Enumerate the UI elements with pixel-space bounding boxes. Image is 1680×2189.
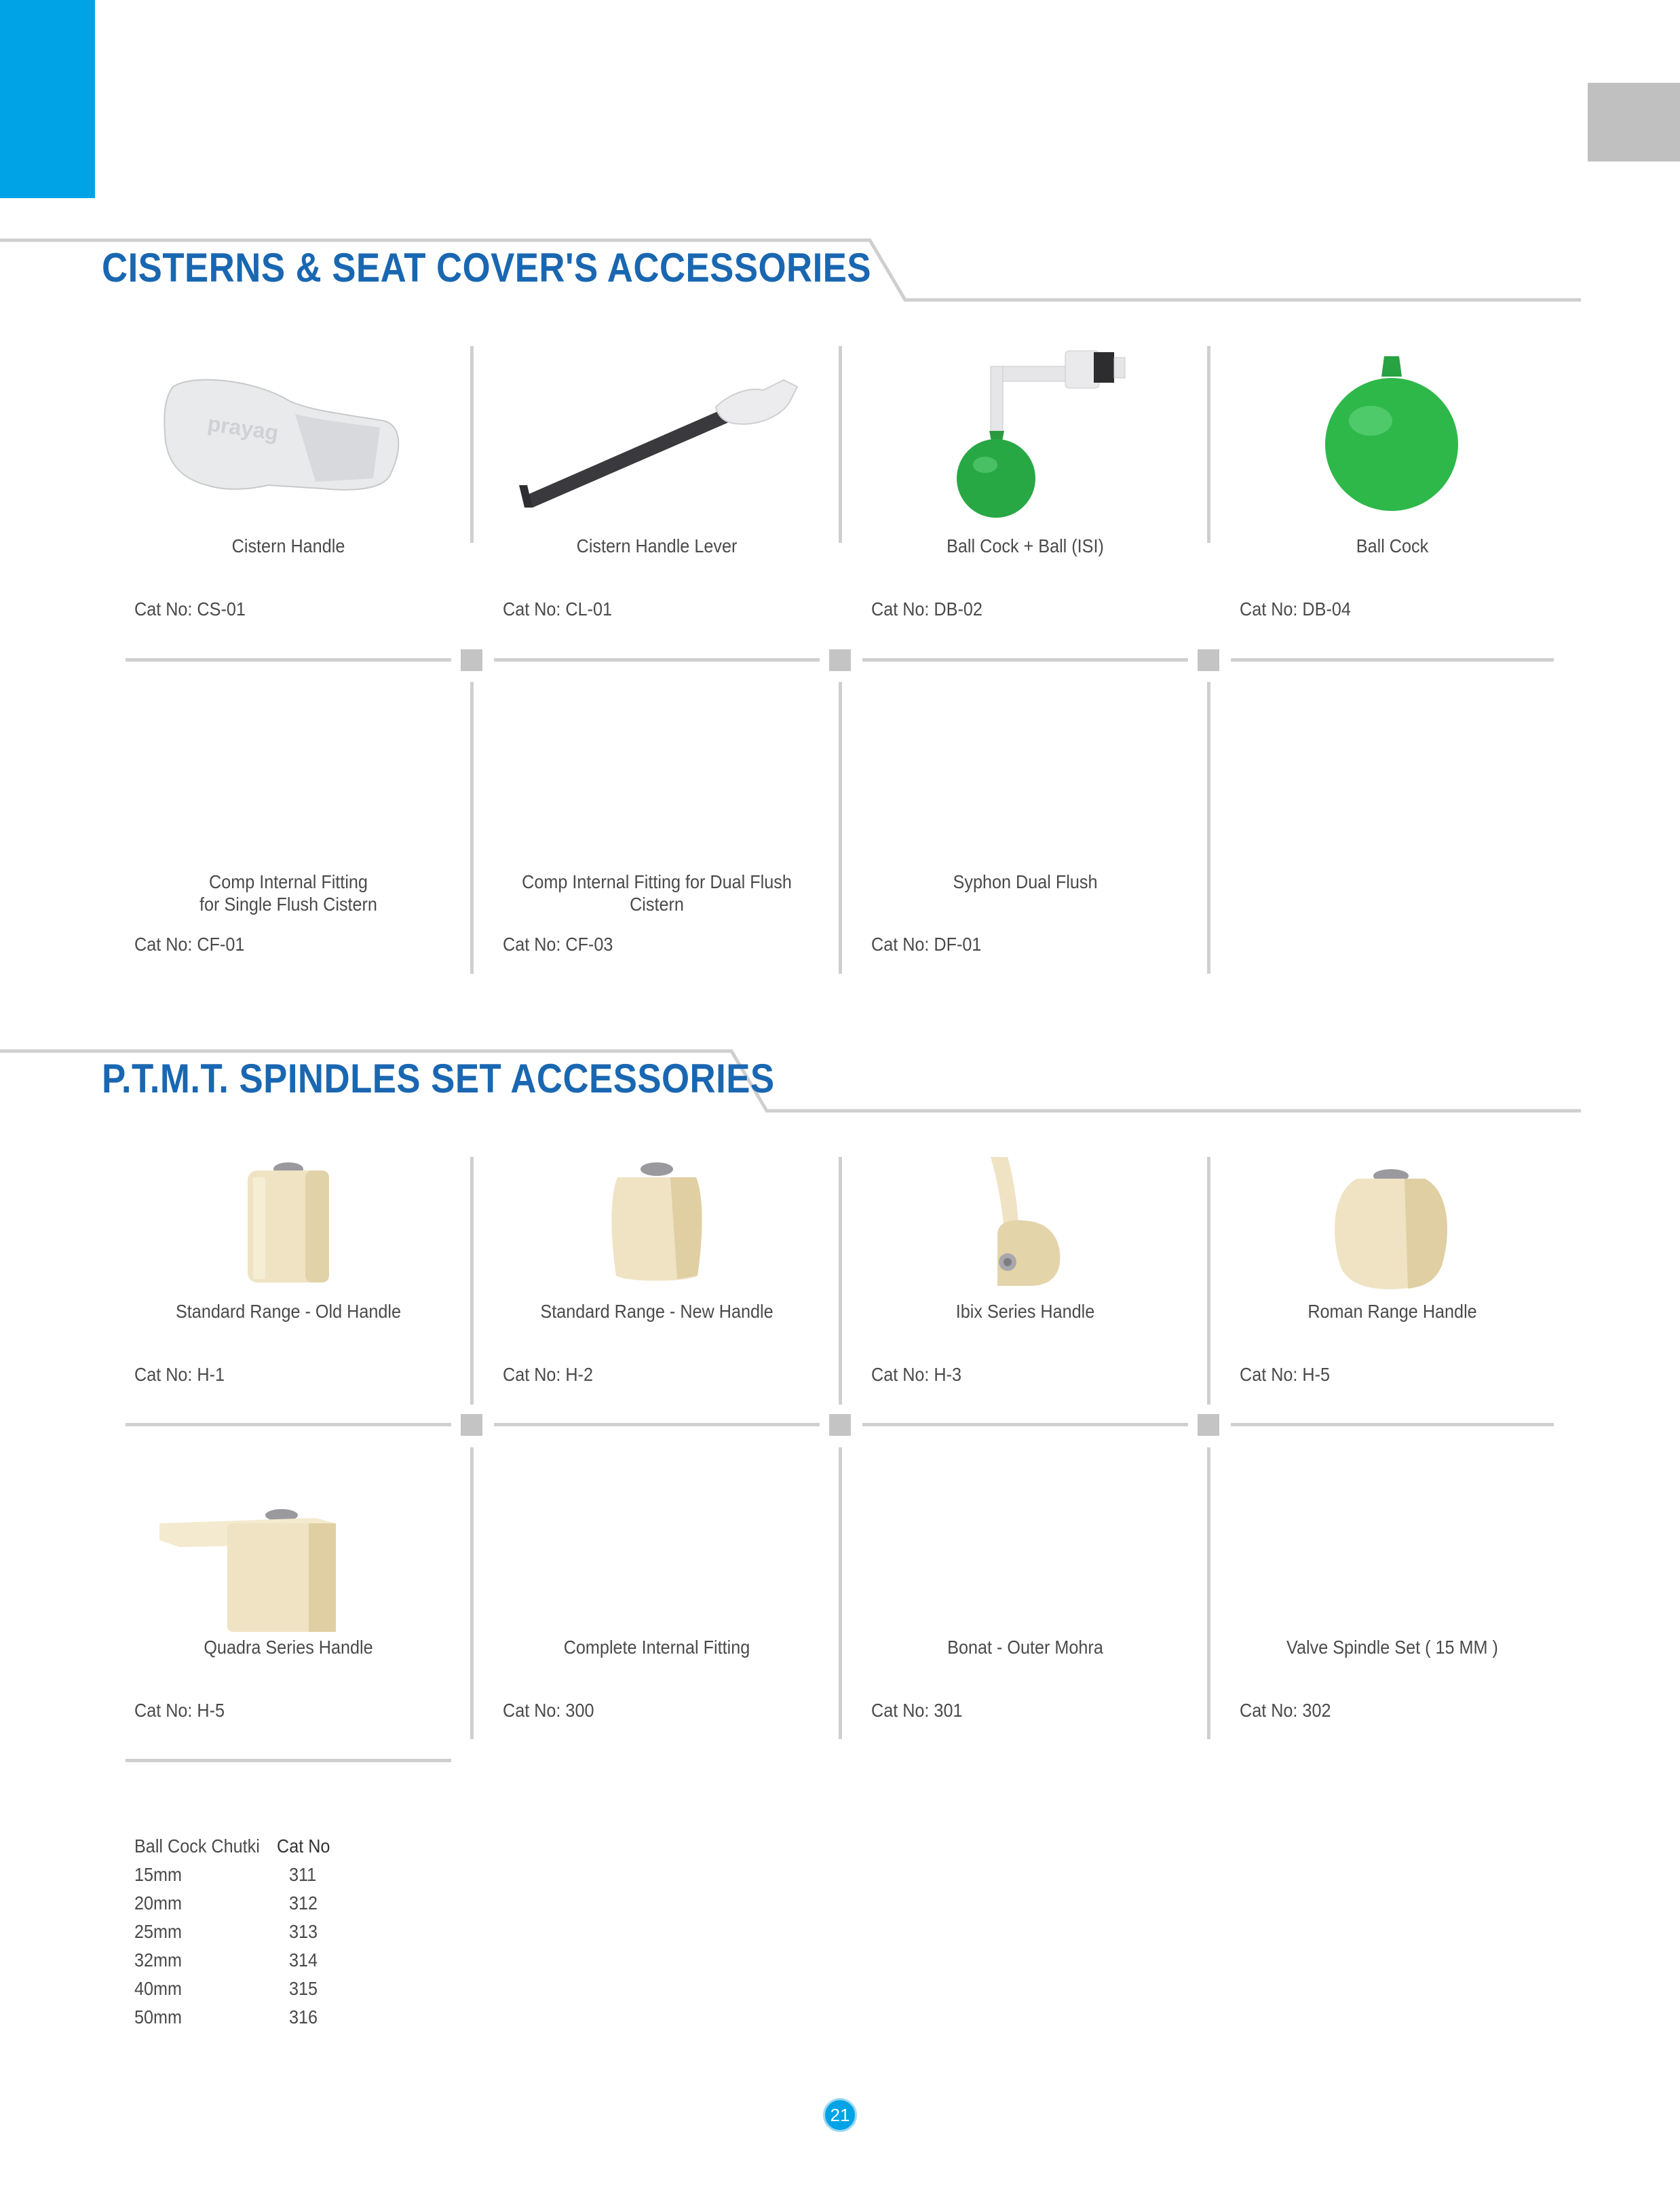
- new-handle-icon: [603, 1157, 711, 1286]
- page-number: 21: [823, 2098, 857, 2132]
- product-name: Cistern Handle: [231, 535, 345, 556]
- table-row: [134, 1975, 406, 2003]
- grid-divider: [839, 682, 842, 974]
- grid-divider: [126, 1423, 451, 1426]
- product-name: Valve Spindle Set ( 15 MM ): [1286, 1637, 1498, 1658]
- product-cat-no: Cat No: H-1: [134, 1364, 225, 1385]
- roman-handle-icon: [1323, 1164, 1459, 1293]
- grid-junction-marker: [1198, 649, 1219, 671]
- product-name: Quadra Series Handle: [204, 1637, 373, 1658]
- table-row: [134, 1918, 406, 1946]
- green-ball-icon: [1316, 356, 1466, 519]
- cistern-handle-icon: [153, 360, 411, 509]
- grid-divider: [862, 1423, 1188, 1426]
- grid-divider: [494, 1423, 820, 1426]
- table-row: [134, 1946, 406, 1975]
- product-cat-no: Cat No: DF-01: [871, 934, 982, 955]
- table-cell-size: 50mm: [134, 2006, 183, 2028]
- table-cell-cat-no: 313: [289, 1921, 318, 1942]
- grid-divider: [470, 1447, 474, 1739]
- product-name: Complete Internal Fitting: [563, 1637, 750, 1658]
- table-cell-cat-no: 312: [289, 1892, 318, 1914]
- grid-divider: [470, 346, 474, 543]
- section2-title: P.T.M.T. SPINDLES SET ACCESSORIES: [102, 1056, 775, 1101]
- table-header-row: [134, 1832, 406, 1861]
- table-cell-cat-no: 314: [289, 1949, 318, 1971]
- product-name: Comp Internal Fitting for Dual Flush Cistern: [522, 871, 792, 915]
- table-cell-size: 32mm: [134, 1949, 183, 1971]
- grid-divider: [1231, 658, 1554, 662]
- prayag-logo: prayag: [206, 411, 280, 445]
- product-cat-no: Cat No: CS-01: [134, 598, 246, 620]
- product-name: Standard Range - Old Handle: [175, 1301, 402, 1322]
- grid-divider: [470, 1157, 474, 1405]
- table-cell-cat-no: 315: [289, 1978, 318, 1999]
- grid-divider: [126, 658, 451, 662]
- table-cell-cat-no: 311: [289, 1864, 317, 1885]
- ball-cock-with-ball-icon: [950, 343, 1153, 519]
- product-name: Ibix Series Handle: [955, 1301, 1095, 1322]
- table-cell-cat-no: 316: [289, 2006, 318, 2028]
- grid-divider: [1207, 1157, 1210, 1405]
- grid-divider: [862, 658, 1188, 662]
- table-cell-size: 20mm: [134, 1892, 183, 1914]
- grid-junction-marker: [829, 1414, 851, 1436]
- product-name: Cistern Handle Lever: [576, 535, 738, 556]
- table-cell-size: 40mm: [134, 1978, 183, 1999]
- cistern-handle-lever-icon: [512, 360, 824, 522]
- grid-junction-marker: [829, 649, 851, 671]
- grid-junction-marker: [461, 649, 482, 671]
- product-cat-no: Cat No: CF-01: [134, 934, 245, 955]
- quadra-handle-icon: [153, 1503, 343, 1639]
- product-cat-no: Cat No: DB-02: [871, 598, 982, 620]
- grid-divider: [1207, 346, 1210, 543]
- grid-divider: [1207, 1447, 1210, 1739]
- table-row: [134, 1889, 406, 1918]
- grid-divider: [494, 658, 820, 662]
- product-name: Standard Range - New Handle: [540, 1301, 774, 1322]
- product-cat-no: Cat No: CL-01: [503, 598, 613, 620]
- blue-corner-tab: [0, 0, 95, 198]
- grid-divider: [1231, 1423, 1554, 1426]
- table-header-cat-no: Cat No: [277, 1835, 330, 1857]
- ball-cock-chutki-table: [134, 1832, 406, 2036]
- product-cat-no: Cat No: DB-04: [1240, 598, 1351, 620]
- product-cat-no: Cat No: H-5: [134, 1700, 225, 1721]
- table-row: [134, 2003, 406, 2032]
- product-name: Ball Cock: [1356, 535, 1429, 556]
- table-cell-size: 25mm: [134, 1921, 183, 1942]
- product-cat-no: Cat No: CF-03: [503, 934, 613, 955]
- grid-divider: [126, 1759, 451, 1762]
- product-name: Comp Internal Fitting for Single Flush Cistern: [199, 871, 377, 915]
- section2-header: [0, 1048, 1680, 1116]
- grid-divider: [470, 682, 474, 974]
- product-cat-no: Cat No: 302: [1240, 1700, 1331, 1721]
- table-header-size: Ball Cock Chutki: [134, 1835, 260, 1857]
- product-name: Ball Cock + Ball (ISI): [947, 535, 1104, 556]
- table-cell-size: 15mm: [134, 1864, 183, 1885]
- product-cat-no: Cat No: H-5: [1240, 1364, 1331, 1385]
- product-cat-no: Cat No: 300: [503, 1700, 594, 1721]
- old-handle-icon: [241, 1157, 336, 1286]
- product-cat-no: Cat No: 301: [871, 1700, 963, 1721]
- grid-divider: [839, 1447, 842, 1739]
- grid-divider: [839, 1157, 842, 1405]
- product-cat-no: Cat No: H-2: [503, 1364, 594, 1385]
- grid-junction-marker: [461, 1414, 482, 1436]
- table-row: [134, 1861, 406, 1889]
- ibix-handle-icon: [977, 1154, 1072, 1289]
- product-name: Bonat - Outer Mohra: [947, 1637, 1103, 1658]
- grid-divider: [839, 346, 842, 543]
- product-name: Roman Range Handle: [1307, 1301, 1477, 1322]
- section1-header: [0, 237, 1680, 305]
- section1-title: CISTERNS & SEAT COVER'S ACCESSORIES: [102, 245, 872, 290]
- grey-corner-tab: [1588, 83, 1680, 161]
- grid-divider: [1207, 682, 1210, 974]
- product-name: Syphon Dual Flush: [953, 871, 1098, 892]
- grid-junction-marker: [1198, 1414, 1219, 1436]
- product-cat-no: Cat No: H-3: [871, 1364, 962, 1385]
